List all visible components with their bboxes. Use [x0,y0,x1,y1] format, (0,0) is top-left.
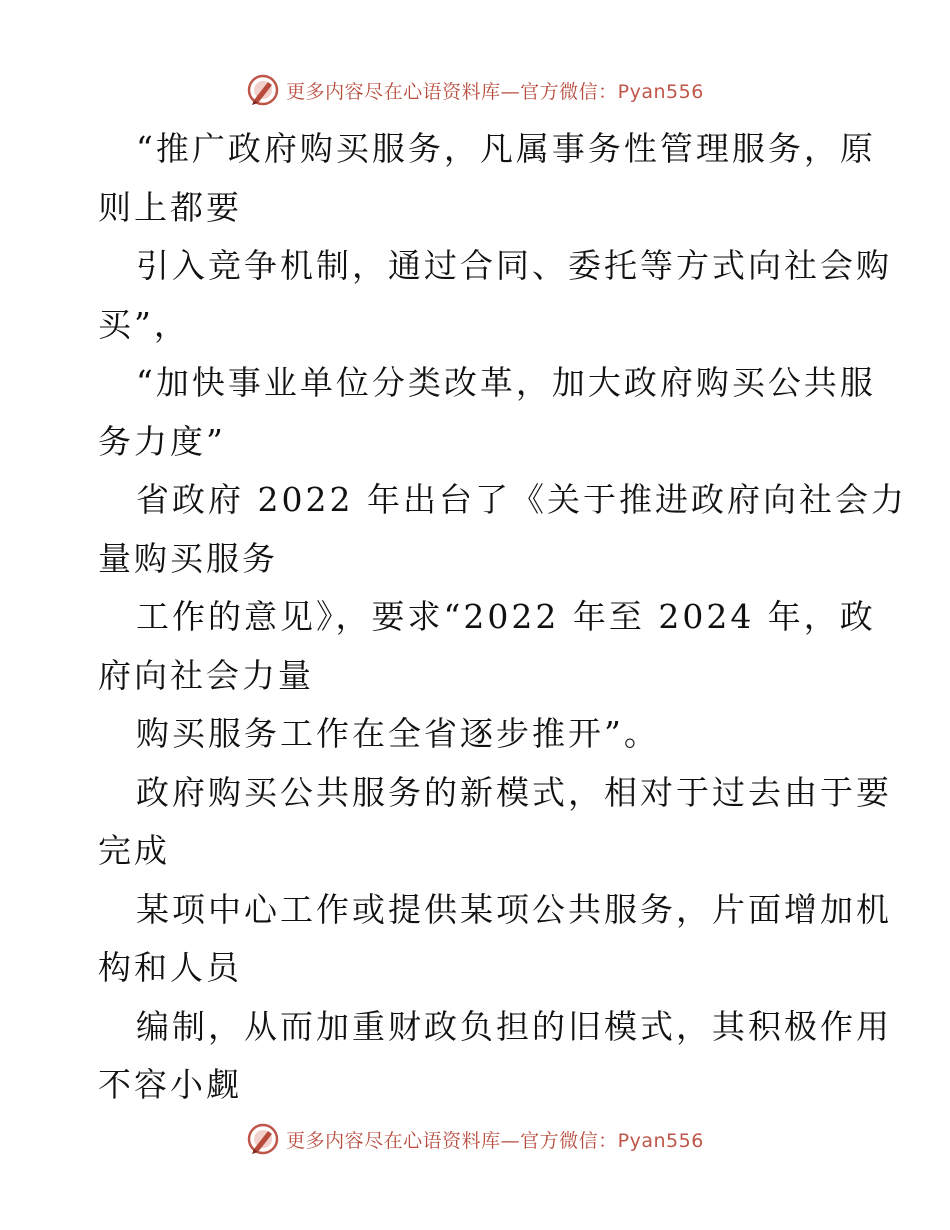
text-line: 不容小觑 [98,1065,242,1104]
text-line: 编制，从而加重财政负担的旧模式，其积极作用 [136,1006,892,1046]
pen-logo-icon [246,1122,280,1156]
watermark-id: Pyan556 [617,1129,704,1152]
text-line: 完成 [98,831,170,870]
text-line: 府向社会力量 [98,655,314,695]
text-line: 购买服务工作在全省逐步推开”。 [136,714,660,753]
text-line: 省政府 2022 年出台了《关于推进政府向社会力 [136,480,907,519]
watermark-text: 更多内容尽在心语资料库—官方微信： [286,1129,618,1152]
text-line: 构和人员 [98,948,242,987]
text-line: 工作的意见》，要求“2022 年至 2024 年，政 [136,597,876,636]
text-line: 量购买服务 [98,538,278,578]
text-line: 某项中心工作或提供某项公共服务，片面增加机 [136,889,892,929]
body-text [98,120,907,1115]
text-line: 买”， [98,304,190,344]
text-line: 政府购买公共服务的新模式，相对于过去由于要 [136,772,892,812]
pen-logo-icon [246,73,280,107]
text-line: “推广政府购买服务，凡属事务性管理服务，原 [136,129,876,168]
footer-watermark [0,1119,950,1159]
text-line: 引入竞争机制，通过合同、委托等方式向社会购 [136,246,892,285]
watermark-id: Pyan556 [617,80,704,103]
text-line: 务力度” [98,421,226,461]
header-watermark [0,70,950,110]
watermark-text: 更多内容尽在心语资料库—官方微信： [286,80,618,103]
text-line: “加快事业单位分类改革，加大政府购买公共服 [136,363,876,402]
text-line: 则上都要 [98,187,242,227]
